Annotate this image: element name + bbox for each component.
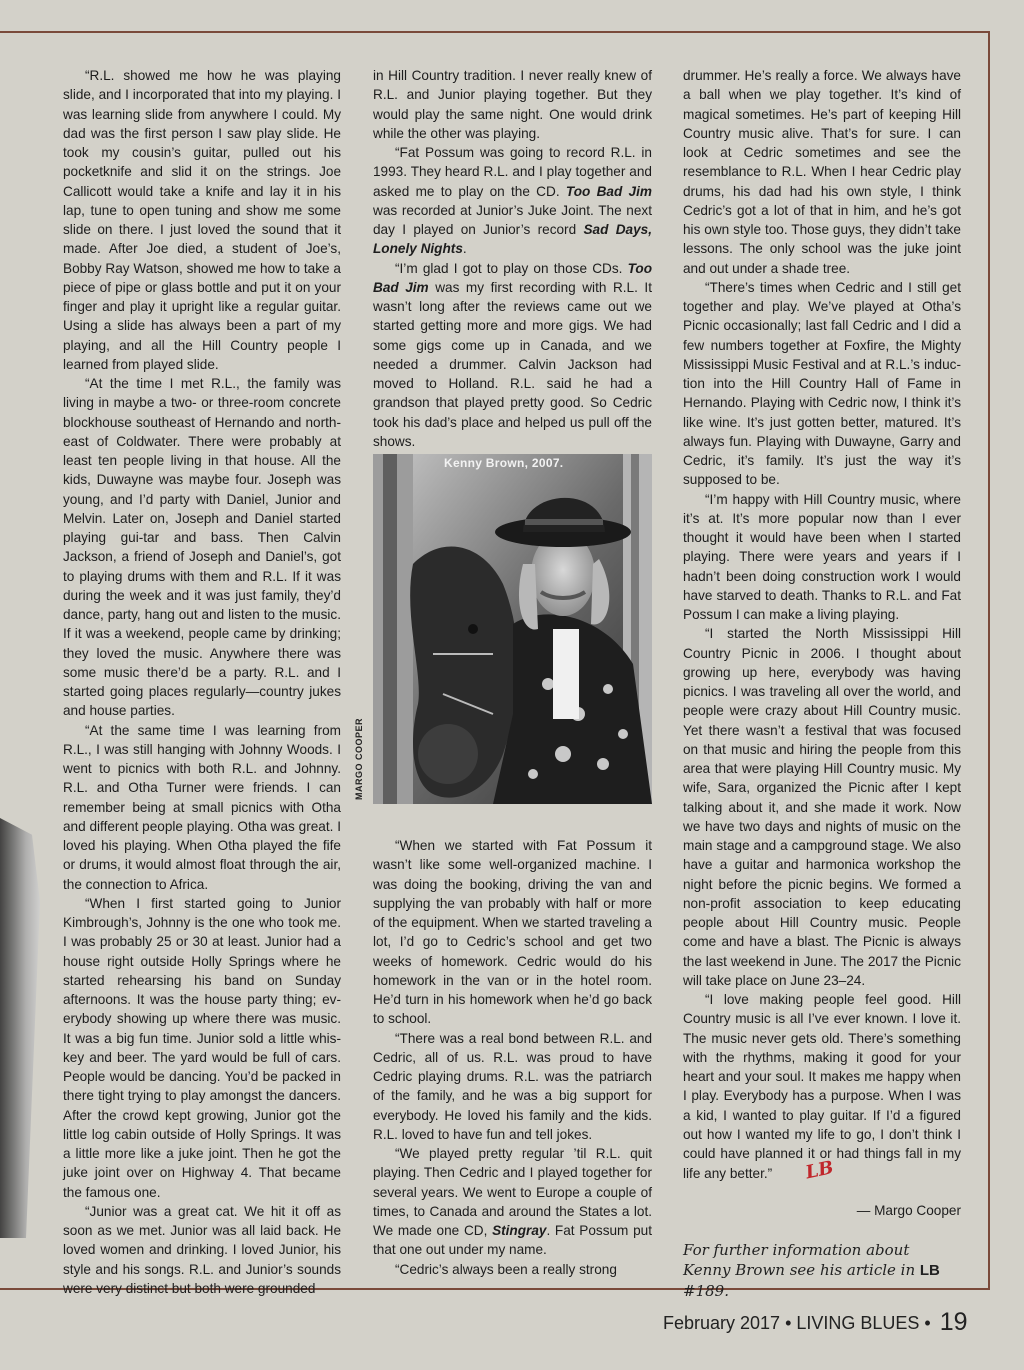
page-number: 19	[939, 1308, 968, 1336]
paragraph: “I’m glad I got to play on those CDs. Too Bad Jim was my first recording with R.L. It wasn’t long after the reviews came out we started getting more and more gigs. We had some gigs come up in Canada, and we needed a drummer. Calvin Jackson had moved to Holland. R.L. said he had a grandson that played pretty good. So Cedric took his dad’s place and helped us pull off the shows.	[373, 260, 652, 449]
end-mark-logo: LB	[804, 1157, 836, 1184]
paragraph: “Fat Possum was going to record R.L. in 1993. They heard R.L. and I play together and asked me to play on the CD. Too Bad Jim was recorded at Junior’s Juke Joint. The next day I played on Junior’s record Sad Days, Lonely Nights.	[373, 145, 652, 257]
photo-caption: Kenny Brown, 2007.	[444, 456, 564, 470]
photo-image	[373, 454, 652, 804]
page-footer	[663, 1308, 968, 1337]
album-title: Too Bad Jim	[565, 183, 652, 199]
further-info-note: For further information about Kenny Brown see his article in LB #189.	[683, 1241, 940, 1300]
paragraph: “R.L. showed me how he was playing slide, and I incorporated that into my playing. I was learning slide from anywhere I could. My dad was the first person I saw play slide. He took my cousin’s guitar, pulled out his pocketknife and slid it on the strings. Joe Callicott would take a knife and lay it in his lap, tune to open tuning and show me some slide on there. I just loved the sound that it made. After Joe died, a student of Joe’s, Bobby Ray Watson, showed me how to take a piece of pipe or glass bottle and put it on your finger and play it upright like a regular guitar. Using a slide has always been a part of my playing, and all the Hill Country people I learned from played slide.	[63, 68, 341, 372]
paragraph: “I’m happy with Hill Country music, where it’s at. It’s more popular now than I ever thought it would have been when I started playing. There were years and years if I hadn’t been doing construction work I would have starved to death. Thanks to R.L. and Fat Possum I can make a living playing.	[683, 491, 961, 622]
album-title: Too Bad Jim	[373, 260, 652, 295]
lb-abbrev: LB	[919, 1262, 940, 1279]
paragraph: “At the time I met R.L., the family was living in maybe a two- or three-room concrete blockhouse southeast of Hernando and north-east of Coldwater. There were probably at least ten people living in that house. All the kids, Duwayne was maybe four. Joseph was young, and I’d party with Daniel, Junior and Melvin. Later on, Joseph and Daniel started playing gui-tar and bass. Then Calvin Jackson, a friend of Joseph and Daniel’s, got to playing drums with them and R.L. If it was during the week and it was just family, they’d dance, party, hang out and listen to the music. If it was a weekend, people came by drinking; they loved the music. Anywhere there was some music there’d be a party. R.L. and I started going places regularly—country jukes and house parties.	[63, 376, 341, 719]
article-column-2-bottom	[373, 836, 652, 1279]
paragraph: “When we started with Fat Possum it wasn’t like some well-organized machine. I was doing the booking, driving the van and supplying the van probably with half or more of the equipment. When we started traveling a lot, I’d go to Cedric’s school and get two weeks of homework. Cedric would do his homework in the van or in the hotel room. He’d turn in his homework when he’d go back to school.	[373, 838, 652, 1027]
article-column-3	[683, 66, 961, 1184]
album-title: Stingray	[492, 1223, 547, 1238]
kenny-brown-photo	[373, 454, 652, 804]
footer-text: February 2017 • LIVING BLUES •	[663, 1313, 936, 1333]
paragraph: in Hill Country tradition. I never really knew of R.L. and Junior playing together. But they would play the same night. One would drink while the other was playing.	[373, 68, 652, 141]
paragraph: “We played pretty regular ’til R.L. quit playing. Then Cedric and I played together for several years. We went to Europe a couple of times, to Canada and around the States a lot. We made one CD, Stingray. Fat Possum put that one out under my name.	[373, 1146, 652, 1258]
paragraph: “Cedric’s always been a really strong	[395, 1261, 617, 1277]
paragraph: “Junior was a great cat. We hit it off as soon as we met. Junior was all laid back. He loved women and drinking. I loved Junior, his style and his songs. R.L. and Junior’s sounds were very distinct but both were grounded	[63, 1203, 341, 1296]
article-column-2-top	[373, 66, 652, 451]
paragraph: “At the same time I was learning from R.L., I was still hanging with Johnny Woods. I went to picnics with both R.L. and Johnny. R.L. and Otha Turner were friends. I can remember being at small picnics with Otha and different people playing. Otha was great. I loved his playing. When Otha played the fife or drums, it would almost float through the air, the connection to Africa.	[63, 722, 341, 892]
paragraph: “There was a real bond between R.L. and Cedric, all of us. R.L. was proud to have Cedric playing drums. R.L. was the patriarch of the family, and he was a big support for everybody. He loved his family and the kids. R.L. loved to have fun and tell jokes.	[373, 1030, 652, 1142]
photo-credit: MARGO COOPER	[354, 717, 364, 800]
byline: — Margo Cooper	[856, 1203, 961, 1218]
paragraph: “When I first started going to Junior Kimbrough’s, Johnny is the one who took me. I was probably 25 or 30 at least. Junior had a house right outside Holly Springs where he started rehearsing his band on Sunday afternoons. It was the house party thing; ev-erybody showing up where there was music. It was a big fun time. Junior sold a little whis-key and beer. The yard would be full of cars. People would be dancing. You’d be packed in there tight trying to play amongst the dancers. After the crowd kept growing, Junior got the little log cabin outside of Holly Springs. It was a little more like a juke joint. Then he got the juke joint over on Highway 4. That became the famous one.	[63, 895, 341, 1200]
paragraph: “I love making people feel good. Hill Country music is all I’ve ever known. I love it. The music never gets old. There’s something with the rhythms, making it good for your heart and your soul. It makes me happy when I play. Everybody has a purpose. When I was a kid, I wanted to play guitar. If I’d a figured out how I wanted my life to go, I don’t think I could have planned it or had things fall in my life any better.” LB	[683, 990, 961, 1184]
album-title: Sad Days, Lonely Nights	[373, 222, 652, 257]
paragraph: “There’s times when Cedric and I still get together and play. We’ve played at Otha’s Picnic occasionally; last fall Cedric and I did a few numbers together at Foxfire, the Mighty Mississippi Music Festival and at R.L.’s induc-tion into the Hill Country Hall of Fame in Hernando. Playing with Cedric now, I think it’s like wine. It’s just gotten better, matured. It’s always fun. Playing with Duwayne, Garry and Cedric, it’s family. It’s just the way it’s supposed to be.	[683, 279, 961, 488]
article-column-1	[63, 66, 341, 1298]
paragraph: “I started the North Mississippi Hill Country Picnic in 2006. I thought about growing up here, everybody was having picnics. I was traveling all over the world, and people were crazy about Hill Country music. Yet there wasn’t a festival that was focused on that music and hiring the people from this area that were playing Hill Country music. My wife, Sara, organized the Picnic after I kept talking about it, and she made it work. Now we have two days and nights of music on the main stage and a campground stage. We also have a guitar and harmonica workshop the night before the picnic begins. We formed a non-profit association to keep educating people about Hill Country music. People come and have a blast. The Picnic is always the last weekend in June. The 2017 the Picnic will take place on June 23–24.	[683, 626, 961, 988]
paragraph: drummer. He’s really a force. We always have a ball when we play together. It’s kind of magical sometimes. He’s part of keeping Hill Country music alive. That’s for sure. I can look at Cedric sometimes and see the resemblance to R.L. When I hear Cedric play drums, his dad had his own style, I think Cedric’s got a lot of that in him, and he’s got his own style too. Those guys, they didn’t take lessons. The only school was the juke joint and out under a shade tree.	[683, 68, 961, 276]
